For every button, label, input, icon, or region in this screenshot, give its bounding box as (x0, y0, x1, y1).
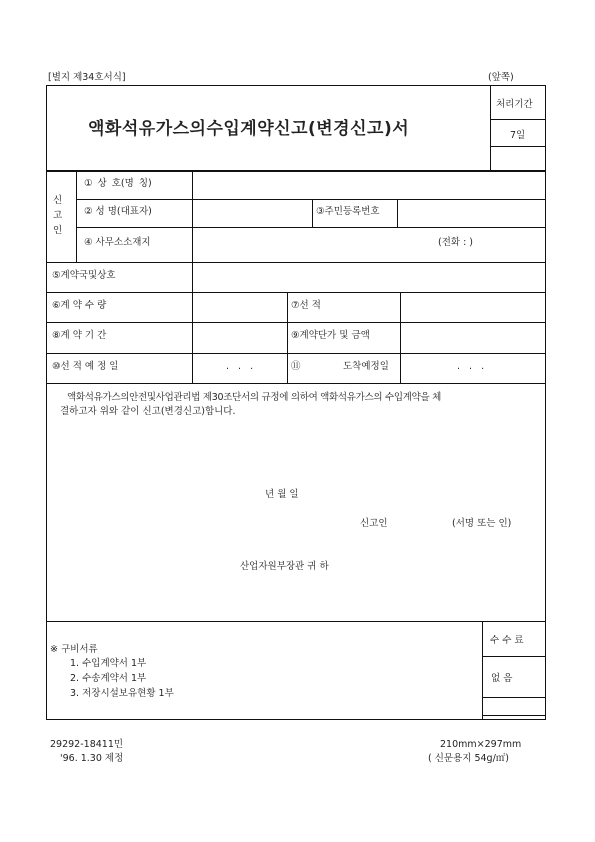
document-item-3: 3. 저장시설보유현황 1부 (70, 688, 174, 699)
reporter-label-3: 인 (53, 225, 63, 236)
processing-label: 처리기간 (496, 99, 533, 110)
phone-label: (전화 : ) (438, 237, 474, 248)
statement-line-2: 결하고자 위와 같이 신고(변경신고)합니다. (60, 406, 236, 417)
contract-country-label: ⑤계약국및상호 (52, 270, 116, 281)
contract-country-field[interactable] (194, 264, 544, 291)
signature-note[interactable]: (서명 또는 인) (452, 518, 512, 529)
form-number: [별지 제34호서식] (48, 72, 126, 83)
arrival-number: ⑪ (291, 361, 301, 372)
paper-type: ( 신문용지 54g/㎡) (428, 753, 509, 764)
recipient-label: 산업자원부장관 귀 하 (240, 561, 329, 572)
documents-heading: ※ 구비서류 (50, 644, 98, 655)
name-label: ② 성 명(대표자) (84, 206, 152, 217)
statement-line-1: 액화석유가스의안전및사업관리법 제30조단서의 규정에 의하여 액화석유가스의 수입계약을 체 (67, 392, 442, 403)
paper-size: 210mm×297mm (440, 739, 522, 750)
reporter-label-1: 신 (53, 195, 63, 206)
fee-label: 수 수 료 (490, 635, 524, 646)
trade-name-field[interactable] (194, 172, 544, 198)
contract-quantity-field[interactable] (194, 294, 286, 321)
address-label: ④ 사무소소재지 (84, 237, 151, 248)
shipping-label: ⑦선 적 (291, 300, 321, 311)
enactment-date: '96. 1.30 제정 (60, 753, 124, 764)
trade-name-label: ① 상 호(명 칭) (84, 178, 152, 189)
document-item-2: 2. 수송계약서 1부 (70, 673, 147, 684)
ship-date-value[interactable]: . . . (226, 361, 257, 372)
unit-price-label: ⑨계약단가 및 금액 (291, 330, 370, 341)
reporter-label-2: 고 (53, 210, 63, 221)
resident-number-label: ③주민등록번호 (316, 206, 380, 217)
contract-quantity-label: ⑥계 약 수 량 (52, 300, 107, 311)
report-date[interactable]: 년 월 일 (265, 489, 299, 500)
document-item-1: 1. 수입계약서 1부 (70, 658, 147, 669)
form-title: 액화석유가스의수입계약신고(변경신고)서 (88, 119, 410, 139)
contract-period-field[interactable] (194, 324, 286, 352)
form-code: 29292-18411민 (50, 739, 124, 750)
ship-date-label: ⑩선 적 예 정 일 (52, 361, 119, 372)
name-field[interactable] (194, 201, 310, 226)
processing-value: 7일 (510, 130, 526, 141)
page-side-label: (앞쪽) (488, 72, 514, 83)
arrival-date-label: 도착예정일 (343, 361, 389, 372)
contract-period-label: ⑧계 약 기 간 (52, 330, 107, 341)
unit-price-field[interactable] (402, 324, 544, 352)
arrival-date-value[interactable]: . . . (457, 361, 488, 372)
signer-label: 신고인 (360, 518, 388, 529)
resident-number-field[interactable] (399, 201, 544, 226)
shipping-field[interactable] (402, 294, 544, 321)
fee-value: 없 음 (491, 673, 513, 684)
address-field[interactable] (194, 229, 434, 261)
